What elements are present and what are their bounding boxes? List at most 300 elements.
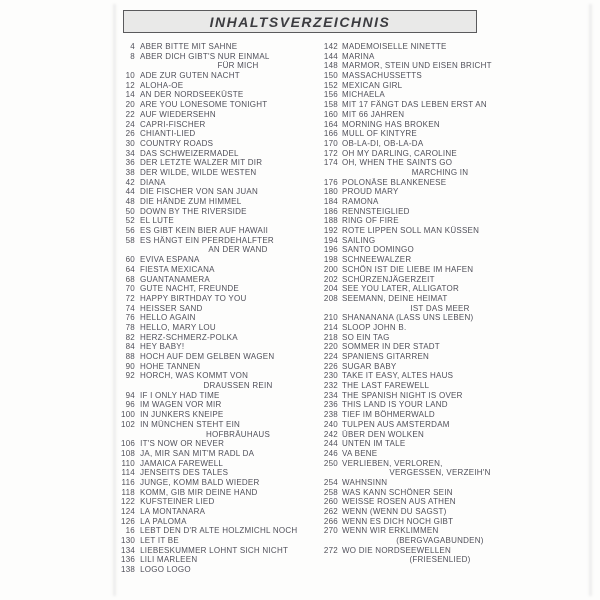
toc-entry xyxy=(121,400,337,410)
toc-entry xyxy=(121,187,337,197)
toc-entry-title: LA MONTANARA xyxy=(140,507,206,516)
toc-entry-title: (BERGVAGABUNDEN) xyxy=(396,536,484,546)
toc-entry-page-number: 106 xyxy=(121,439,136,449)
toc-entry-page-number: 50 xyxy=(125,206,135,216)
toc-entry-page-number: 24 xyxy=(125,119,135,129)
toc-entry-page-number: 68 xyxy=(125,274,135,284)
toc-entry-title: SUGAR BABY xyxy=(342,361,397,371)
toc-entry-title: POLONÄSE BLANKENESE xyxy=(342,177,447,187)
toc-entry xyxy=(323,333,585,343)
toc-entry-page-number: 266 xyxy=(323,516,338,526)
toc-entry-page-number: 124 xyxy=(121,507,136,516)
toc-entry xyxy=(121,352,337,362)
toc-entry-page-number: 30 xyxy=(125,138,135,148)
toc-entry xyxy=(323,178,585,188)
toc-entry xyxy=(121,168,337,178)
toc-entry xyxy=(121,420,337,430)
toc-entry-title: SCHÖN IST DIE LIEBE IM HAFEN xyxy=(342,264,474,274)
toc-entry xyxy=(323,449,585,459)
toc-entry xyxy=(323,216,585,226)
toc-entry-title: PROUD MARY xyxy=(342,187,399,197)
toc-entry-page-number xyxy=(323,555,338,565)
toc-entry-title: DIE HÄNDE ZUM HIMMEL xyxy=(140,197,242,206)
toc-entry-continuation xyxy=(121,381,337,391)
toc-entry-title: AUF WIEDERSEHN xyxy=(140,109,216,119)
toc-entry-title: SEE YOU LATER, ALLIGATOR xyxy=(342,284,460,294)
toc-entry-page-number: 110 xyxy=(121,458,135,468)
toc-entry-page-number: 152 xyxy=(323,80,338,90)
toc-entry xyxy=(323,410,585,420)
toc-entry xyxy=(323,497,585,507)
toc-entry-title: FÜR MICH xyxy=(217,61,259,71)
toc-entry-page-number: 34 xyxy=(125,148,135,158)
toc-entry-title: EL LUTE xyxy=(140,216,174,226)
toc-entry-title: SEEMANN, DEINE HEIMAT xyxy=(342,293,448,303)
toc-entry-page-number: 84 xyxy=(125,342,135,352)
toc-column-right xyxy=(323,42,585,565)
toc-entry-page-number: 166 xyxy=(323,129,338,139)
toc-entry-page-number xyxy=(323,536,338,546)
toc-entry-title: LEBT DEN D'R ALTE HOLZMICHL NOCH xyxy=(140,526,298,536)
toc-entry-title: CAPRI-FISCHER xyxy=(140,119,206,129)
toc-entry xyxy=(323,313,585,323)
toc-entry-page-number: 156 xyxy=(323,90,338,100)
toc-entry-continuation xyxy=(323,304,585,314)
toc-entry xyxy=(323,391,585,401)
toc-entry xyxy=(121,526,337,536)
toc-entry-title: HAPPY BIRTHDAY TO YOU xyxy=(140,293,247,303)
toc-entry-page-number: 158 xyxy=(323,100,338,110)
toc-entry-title: KOMM, GIB MIR DEINE HAND xyxy=(140,487,258,497)
toc-entry xyxy=(121,304,337,314)
toc-entry xyxy=(121,149,337,159)
toc-entry xyxy=(121,275,337,285)
toc-entry-title: TAKE IT EASY, ALTES HAUS xyxy=(342,371,454,381)
toc-entry xyxy=(121,265,337,275)
toc-entry-page-number: 108 xyxy=(121,448,136,458)
toc-entry-title: EVIVA ESPANA xyxy=(140,255,200,265)
toc-entry xyxy=(323,139,585,149)
toc-entry-title: ES HÄNGT EIN PFERDEHALFTER xyxy=(140,235,274,245)
toc-entry-title: ALOHA-OE xyxy=(140,80,184,90)
toc-entry-continuation xyxy=(121,245,337,255)
toc-entry-title: MARINA xyxy=(342,51,375,61)
toc-entry-page-number: 204 xyxy=(323,284,338,294)
toc-entry-page-number: 114 xyxy=(121,468,135,478)
toc-entry-page-number: 74 xyxy=(125,303,135,313)
toc-entry-page-number: 226 xyxy=(323,361,338,371)
toc-entry-page-number: 246 xyxy=(323,448,338,458)
toc-entry xyxy=(323,362,585,372)
toc-entry-title: TULPEN AUS AMSTERDAM xyxy=(342,419,450,429)
toc-entry xyxy=(323,478,585,488)
toc-entry-page-number: 12 xyxy=(125,80,135,90)
toc-entry xyxy=(121,333,337,343)
toc-entry-title: HELLO AGAIN xyxy=(140,313,196,323)
toc-entry xyxy=(323,439,585,449)
toc-entry xyxy=(323,546,585,556)
toc-entry xyxy=(323,90,585,100)
toc-entry-title: IF I ONLY HAD TIME xyxy=(140,390,220,400)
toc-entry-page-number: 160 xyxy=(323,109,338,119)
toc-entry-page-number: 38 xyxy=(125,167,135,177)
toc-entry xyxy=(323,265,585,275)
toc-entry-title: SANTO DOMINGO xyxy=(342,245,414,255)
toc-entry xyxy=(121,120,337,130)
toc-entry-title: WEISSE ROSEN AUS ATHEN xyxy=(342,497,456,507)
toc-entry-title: SCHÜRZENJÄGERZEIT xyxy=(342,274,435,284)
toc-entry-title: MASSACHUSSETTS xyxy=(342,71,422,81)
toc-entry-page-number: 122 xyxy=(121,497,136,507)
toc-entry xyxy=(323,207,585,217)
toc-entry xyxy=(121,362,337,372)
toc-entry-title: ADE ZUR GUTEN NACHT xyxy=(140,71,240,81)
page-title: INHALTSVERZEICHNIS xyxy=(209,13,391,30)
toc-entry-page-number: 220 xyxy=(323,342,338,352)
toc-entry-page-number: 254 xyxy=(323,477,338,487)
toc-entry-page-number xyxy=(121,245,135,255)
toc-entry xyxy=(323,187,585,197)
toc-entry-page-number: 198 xyxy=(323,255,338,265)
toc-entry xyxy=(323,81,585,91)
toc-entry-title: WENN ES DICH NOCH GIBT xyxy=(342,516,454,526)
toc-entry-page-number: 64 xyxy=(125,264,135,274)
toc-entry-title: CHIANTI-LIED xyxy=(140,129,196,139)
toc-entry-page-number: 82 xyxy=(125,332,135,342)
toc-entry-page-number: 218 xyxy=(323,332,338,342)
toc-entry-page-number: 52 xyxy=(125,216,135,226)
toc-entry xyxy=(323,507,585,517)
toc-entry xyxy=(323,381,585,391)
toc-entry xyxy=(323,158,585,168)
toc-entry-page-number: 202 xyxy=(323,274,338,284)
toc-entry-page-number: 92 xyxy=(125,371,135,381)
toc-entry xyxy=(121,313,337,323)
toc-entry-title: GUANTANAMERA xyxy=(140,274,210,284)
toc-entry-title: FIESTA MEXICANA xyxy=(140,264,215,274)
toc-entry xyxy=(323,517,585,527)
toc-entry-page-number: 78 xyxy=(125,322,135,332)
toc-entry-title: RAMONA xyxy=(342,197,379,206)
toc-entry-title: MULL OF KINTYRE xyxy=(342,129,418,139)
toc-entry-page-number xyxy=(121,61,135,71)
toc-entry-title: VA BENE xyxy=(342,448,378,458)
page-edge-shadow-left xyxy=(113,4,116,596)
toc-entry xyxy=(121,255,337,265)
toc-entry xyxy=(121,110,337,120)
toc-entry-title: JA, MIR SAN MIT'M RADL DA xyxy=(140,448,255,458)
toc-entry-title: MORNING HAS BROKEN xyxy=(342,119,440,129)
toc-entry-title: ABER DICH GIBT'S NUR EINMAL xyxy=(140,51,270,61)
toc-entry xyxy=(121,478,337,488)
toc-entry-page-number: 224 xyxy=(323,352,338,361)
toc-entry xyxy=(323,120,585,130)
toc-entry-page-number: 172 xyxy=(323,148,338,158)
toc-entry-title: SPANIENS GITARREN xyxy=(342,352,430,361)
toc-entry xyxy=(323,275,585,285)
toc-entry-title: RENNSTEIGLIED xyxy=(342,206,410,216)
toc-entry-title: LA PALOMA xyxy=(140,516,187,526)
toc-entry-title: DOWN BY THE RIVERSIDE xyxy=(140,206,247,216)
toc-entry xyxy=(121,284,337,294)
toc-entry-title: UNTEN IM TALE xyxy=(342,439,406,449)
toc-entry-title: JAMAICA FAREWELL xyxy=(140,458,224,468)
toc-entry-page-number: 180 xyxy=(323,187,338,197)
toc-entry-page-number: 186 xyxy=(323,206,338,216)
toc-entry-title: ROTE LIPPEN SOLL MAN KÜSSEN xyxy=(342,226,480,236)
toc-entry-title: MEXICAN GIRL xyxy=(342,80,403,90)
toc-entry xyxy=(121,449,337,459)
toc-entry xyxy=(121,42,337,52)
toc-entry xyxy=(323,459,585,469)
toc-entry-title: JENSEITS DES TALES xyxy=(140,468,229,478)
toc-entry-title: MARMOR, STEIN UND EISEN BRICHT xyxy=(342,61,492,71)
toc-entry xyxy=(323,488,585,498)
toc-entry xyxy=(121,536,337,546)
toc-entry-page-number: 272 xyxy=(323,545,338,555)
toc-entry-page-number: 96 xyxy=(125,400,135,410)
toc-entry xyxy=(323,71,585,81)
toc-entry xyxy=(323,52,585,62)
toc-entry-page-number xyxy=(323,168,338,178)
toc-entry xyxy=(121,342,337,352)
toc-entry xyxy=(121,555,337,565)
toc-entry-page-number xyxy=(323,304,338,314)
toc-entry-title: COUNTRY ROADS xyxy=(140,138,214,148)
toc-entry-title: OH, WHEN THE SAINTS GO xyxy=(342,158,453,168)
toc-entry-page-number: 238 xyxy=(323,410,338,420)
toc-entry-title: DIANA xyxy=(140,177,166,187)
toc-entry-page-number: 8 xyxy=(130,51,135,61)
toc-entry xyxy=(323,323,585,333)
toc-entry-title: IST DAS MEER xyxy=(410,303,470,313)
toc-entry-page-number: 134 xyxy=(121,545,136,555)
toc-entry-page-number: 116 xyxy=(121,477,135,487)
toc-entry-page-number: 90 xyxy=(125,361,135,371)
toc-entry-title: DRAUSSEN REIN xyxy=(203,381,273,391)
toc-entry-title: DER LETZTE WALZER MIT DIR xyxy=(140,158,263,168)
toc-entry xyxy=(323,100,585,110)
toc-entry-title: THIS LAND IS YOUR LAND xyxy=(342,400,448,410)
toc-entry xyxy=(121,497,337,507)
toc-entry-title: MADEMOISELLE NINETTE xyxy=(342,42,447,51)
toc-entry-continuation xyxy=(323,468,585,478)
toc-entry-title: THE SPANISH NIGHT IS OVER xyxy=(342,390,463,400)
toc-entry-page-number: 22 xyxy=(125,109,135,119)
toc-entry-page-number: 236 xyxy=(323,400,338,410)
toc-entry-page-number: 42 xyxy=(125,177,135,187)
toc-entry-title: MIT 66 JAHREN xyxy=(342,109,405,119)
toc-entry-page-number: 260 xyxy=(323,497,338,507)
toc-entry-page-number: 262 xyxy=(323,507,338,516)
toc-entry-page-number: 130 xyxy=(121,536,136,546)
toc-entry-page-number xyxy=(121,430,135,440)
toc-entry-continuation xyxy=(323,555,585,565)
toc-entry-page-number: 214 xyxy=(323,322,338,332)
toc-entry-title: DIE FISCHER VON SAN JUAN xyxy=(140,187,259,197)
toc-entry xyxy=(323,255,585,265)
toc-entry-title: HOHE TANNEN xyxy=(140,361,201,371)
toc-entry xyxy=(121,129,337,139)
toc-entry-page-number: 72 xyxy=(125,293,135,303)
toc-entry-page-number: 194 xyxy=(323,235,338,245)
toc-entry-title: AN DER WAND xyxy=(208,245,268,255)
toc-entry xyxy=(121,323,337,333)
toc-entry-title: HEY BABY! xyxy=(140,342,185,352)
toc-entry-page-number: 136 xyxy=(121,555,136,565)
toc-entry-page-number: 94 xyxy=(125,390,135,400)
toc-entry-title: IN JUNKERS KNEIPE xyxy=(140,410,224,420)
toc-entry-title: ARE YOU LONESOME TONIGHT xyxy=(140,100,268,110)
toc-entry xyxy=(323,294,585,304)
toc-entry-page-number: 250 xyxy=(323,458,338,468)
toc-entry xyxy=(121,178,337,188)
toc-entry-page-number: 56 xyxy=(125,226,135,236)
toc-entry-title: LIEBESKUMMER LOHNT SICH NICHT xyxy=(140,545,289,555)
toc-entry-title: AN DER NORDSEEKÜSTE xyxy=(140,90,244,100)
toc-entry xyxy=(121,139,337,149)
toc-entry-title: WAS KANN SCHÖNER SEIN xyxy=(342,487,453,497)
toc-entry-page-number xyxy=(121,381,135,391)
toc-entry-page-number: 174 xyxy=(323,158,338,168)
toc-entry-title: VERGESSEN, VERZEIH'N xyxy=(389,468,491,478)
toc-entry xyxy=(323,42,585,52)
toc-entry xyxy=(121,216,337,226)
toc-entry-title: HOCH AUF DEM GELBEN WAGEN xyxy=(140,352,275,361)
toc-entry-title: LOGO LOGO xyxy=(140,565,191,575)
toc-entry-title: OB-LA-DI, OB-LA-DA xyxy=(342,138,424,148)
toc-entry-title: WO DIE NORDSEEWELLEN xyxy=(342,545,452,555)
toc-entry-title: TIEF IM BÖHMERWALD xyxy=(342,410,435,420)
toc-entry-title: GUTE NACHT, FREUNDE xyxy=(140,284,239,294)
toc-entry-title: IM WAGEN VOR MIR xyxy=(140,400,222,410)
toc-entry-page-number: 200 xyxy=(323,264,338,274)
toc-entry xyxy=(323,226,585,236)
toc-entry xyxy=(121,517,337,527)
toc-entry-page-number: 138 xyxy=(121,565,136,575)
toc-entry-title: WAHNSINN xyxy=(342,477,388,487)
toc-entry-title: MICHAELA xyxy=(342,90,385,100)
toc-entry-continuation xyxy=(121,430,337,440)
toc-entry-page-number: 70 xyxy=(125,284,135,294)
toc-entry xyxy=(121,226,337,236)
toc-entry xyxy=(121,507,337,517)
toc-entry xyxy=(121,439,337,449)
toc-entry-title: HELLO, MARY LOU xyxy=(140,322,216,332)
toc-entry-title: RING OF FIRE xyxy=(342,216,399,226)
toc-entry xyxy=(323,284,585,294)
toc-entry-title: ABER BITTE MIT SAHNE xyxy=(140,42,238,51)
toc-entry-continuation xyxy=(121,61,337,71)
toc-entry-title: MARCHING IN xyxy=(411,167,469,177)
toc-entry-page-number: 184 xyxy=(323,197,338,206)
toc-entry-page-number: 60 xyxy=(125,255,135,265)
toc-entry-title: SAILING xyxy=(342,235,376,245)
toc-entry-page-number: 118 xyxy=(121,487,135,497)
toc-entry-title: HEISSER SAND xyxy=(140,303,203,313)
toc-entry-title: OH MY DARLING, CAROLINE xyxy=(342,148,457,158)
toc-entry-title: THE LAST FAREWELL xyxy=(342,381,430,391)
toc-entry-page-number: 10 xyxy=(125,71,135,81)
toc-entry xyxy=(323,110,585,120)
toc-entry xyxy=(121,294,337,304)
toc-title-box xyxy=(123,10,477,33)
toc-entry-page-number: 126 xyxy=(121,516,136,526)
toc-entry-page-number: 150 xyxy=(323,71,338,81)
toc-entry xyxy=(121,488,337,498)
toc-entry xyxy=(121,71,337,81)
toc-entry-page-number: 208 xyxy=(323,293,338,303)
toc-entry-page-number: 192 xyxy=(323,226,338,236)
toc-entry-page-number: 44 xyxy=(125,187,135,197)
toc-entry-page-number: 240 xyxy=(323,419,338,429)
toc-entry-page-number: 244 xyxy=(323,439,338,449)
toc-entry-page-number: 100 xyxy=(121,410,136,420)
toc-entry-title: HOFBRÄUHAUS xyxy=(205,429,271,439)
toc-entry-page-number: 148 xyxy=(323,61,338,71)
toc-entry-page-number: 16 xyxy=(125,526,135,536)
toc-entry-page-number: 58 xyxy=(125,235,135,245)
toc-entry xyxy=(121,197,337,207)
toc-entry xyxy=(121,90,337,100)
toc-entry-page-number: 188 xyxy=(323,216,338,226)
toc-entry-continuation xyxy=(323,536,585,546)
toc-entry xyxy=(323,245,585,255)
toc-entry-title: WENN WIR ERKLIMMEN xyxy=(342,526,439,536)
toc-entry xyxy=(323,342,585,352)
toc-entry-page-number: 242 xyxy=(323,429,338,439)
toc-entry xyxy=(323,129,585,139)
toc-entry-page-number: 76 xyxy=(125,313,135,323)
toc-column-left xyxy=(121,42,337,575)
toc-entry-title: IT'S NOW OR NEVER xyxy=(140,439,225,449)
toc-entry xyxy=(121,546,337,556)
toc-entry-title: SHANANANA (LASS UNS LEBEN) xyxy=(342,313,474,323)
toc-entry-page-number: 144 xyxy=(323,51,338,61)
toc-entry xyxy=(121,100,337,110)
toc-entry-title: SOMMER IN DER STADT xyxy=(342,342,440,352)
toc-entry-page-number: 196 xyxy=(323,245,338,255)
toc-entry-title: DER WILDE, WILDE WESTEN xyxy=(140,167,257,177)
toc-entry xyxy=(121,236,337,246)
toc-entry-title: ÜBER DEN WOLKEN xyxy=(342,429,424,439)
toc-entry xyxy=(121,459,337,469)
toc-entry-title: SLOOP JOHN B. xyxy=(342,322,407,332)
toc-entry-page-number: 210 xyxy=(323,313,338,323)
toc-entry-title: LET IT BE xyxy=(140,536,179,546)
toc-entry xyxy=(121,468,337,478)
toc-entry-title: JUNGE, KOMM BALD WIEDER xyxy=(140,477,260,487)
toc-entry-page-number xyxy=(323,468,338,478)
toc-entry xyxy=(323,430,585,440)
toc-entry-page-number: 170 xyxy=(323,138,338,148)
toc-entry xyxy=(323,526,585,536)
page-edge-shadow-right xyxy=(589,4,592,596)
toc-entry-page-number: 20 xyxy=(125,100,135,110)
toc-entry xyxy=(121,371,337,381)
toc-entry-page-number: 176 xyxy=(323,177,338,187)
toc-entry-title: KUFSTEINER LIED xyxy=(140,497,215,507)
toc-entry xyxy=(121,410,337,420)
toc-entry-title: LILI MARLEEN xyxy=(140,555,198,565)
toc-entry-page-number: 4 xyxy=(130,42,135,51)
toc-entry-page-number: 48 xyxy=(125,197,135,206)
toc-entry-continuation xyxy=(323,168,585,178)
toc-entry-page-number: 26 xyxy=(125,129,135,139)
toc-entry-title: IN MÜNCHEN STEHT EIN xyxy=(140,419,241,429)
toc-entry-title: SO EIN TAG xyxy=(342,332,390,342)
toc-entry-title: SCHNEEWALZER xyxy=(342,255,412,265)
